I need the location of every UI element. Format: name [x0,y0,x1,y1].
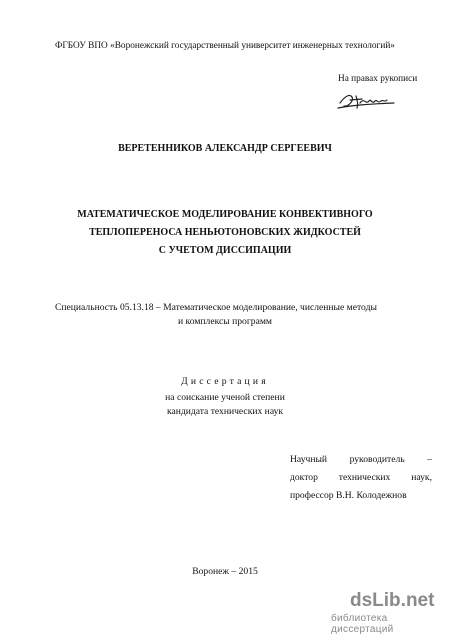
advisor-word: технических [338,472,391,483]
dissertation-title-line: ТЕПЛОПЕРЕНОСА НЕНЬЮТОНОВСКИХ ЖИДКОСТЕЙ [89,227,361,238]
document-type-label: Диссертация [181,376,269,387]
organization-name: ФГБОУ ВПО «Воронежский государственный университет инженерных технологий» [55,41,395,51]
author-name: ВЕРЕТЕННИКОВ АЛЕКСАНДР СЕРГЕЕВИЧ [118,143,332,154]
advisor-word: – [427,454,432,465]
advisor-line [290,472,432,483]
dissertation-title-line: С УЧЕТОМ ДИССИПАЦИИ [158,245,292,256]
advisor-word: Научный [290,454,328,465]
specialty-line: и комплексы программ [178,316,272,327]
advisor-word: наук, [411,472,432,483]
specialty-line: Специальность 05.13.18 – Математическое моделирование, численные методы [55,302,377,313]
degree-line: кандидата технических наук [166,406,284,417]
signature-icon [336,91,398,111]
city-year: Воронеж – 2015 [192,566,258,577]
manuscript-rights-label: На правах рукописи [338,74,418,84]
dissertation-title-line: МАТЕМАТИЧЕСКОЕ МОДЕЛИРОВАНИЕ КОНВЕКТИВНОГО [77,209,373,220]
watermark-subtitle: библиотека диссертаций [331,613,394,635]
advisor-word: руководитель [349,454,405,465]
watermark-logo-text: dsLib.net [350,590,435,611]
watermark-logo[interactable] [350,590,434,612]
advisor-line [290,454,432,465]
advisor-word: доктор [290,472,318,483]
degree-line: на соискание ученой степени [165,392,285,403]
advisor-name-line: профессор В.Н. Колодежнов [290,490,407,501]
